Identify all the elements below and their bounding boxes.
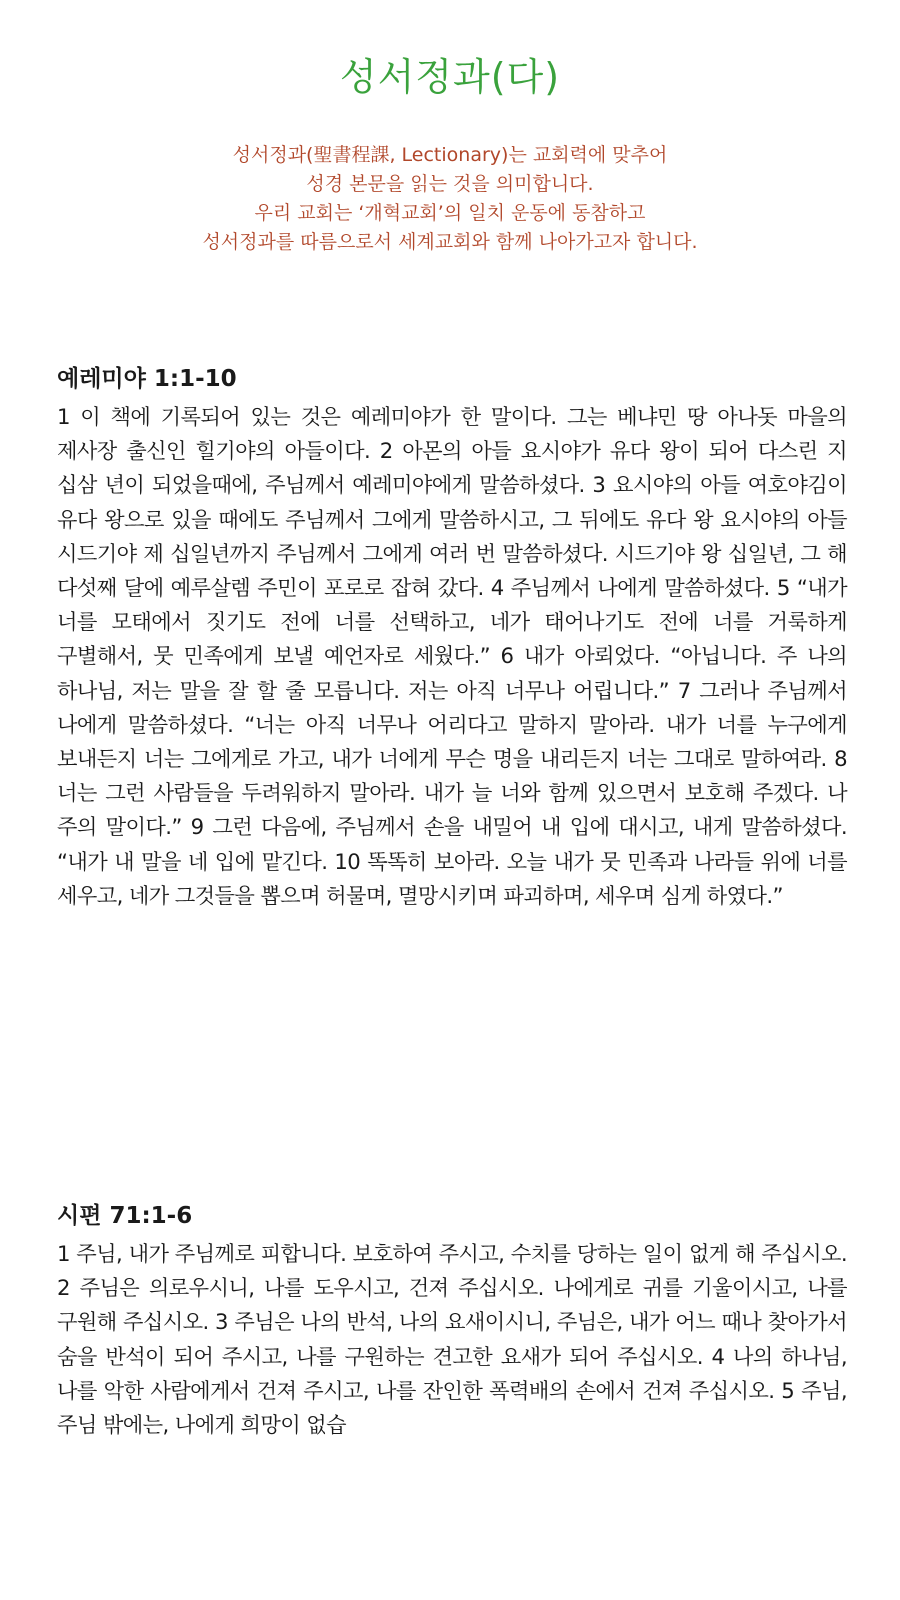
intro-line: 성서정과를 따름으로서 세계교회와 함께 나아가고자 합니다. (202, 231, 698, 253)
reading-heading: 예레미야 1:1-10 (57, 366, 237, 392)
reading-text: 1 이 책에 기록되어 있는 것은 예레미야가 한 말이다. 그는 베냐민 땅 아나돗 마을의 제사장 출신인 힐기야의 아들이다. 2 아몬의 아들 요시야가 유다 왕이 되어 다스린 지 십삼 년이 되었을때에, 주님께서 예레미야에게 말씀하셨다. 3 요시야의 아들 여호야김이 유다 왕으로 있을 때에도 주님께서 그에게 말씀하시고, 그 뒤에도 유다 왕 요시야의 아들 시드기야 제 십일년까지 주님께서 그에게 여러 번 말씀하셨다. 시드기야 왕 십일년, 그 해 다섯째 달에 예루살렘 주민이 포로로 잡혀 갔다. 4 주님께서 나에게 말씀하셨다. 5 “내가 너를 모태에서 짓기도 전에 너를 선택하고, 네가 태어나기도 전에 너를 거룩하게 구별해서, 뭇 민족에게 보낼 예언자로 세웠다.” 6 내가 아뢰었다. “아닙니다. 주 나의 하나님, 저는 말을 잘 할 줄 모릅니다. 저는 아직 너무나 어립니다.” 7 그러나 주님께서 나에게 말씀하셨다. “너는 아직 너무나 어리다고 말하지 말아라. 내가 너를 누구에게 보내든지 너는 그에게로 가고, 내가 너에게 무슨 명을 내리든지 너는 그대로 말하여라. 8 너는 그런 사람들을 두려워하지 말아라. 내가 늘 너와 함께 있으면서 보호해 주겠다. 나 주의 말이다.” 9 그런 다음에, 주님께서 손을 내밀어 내 입에 대시고, 내게 말씀하셨다. “내가 내 말을 네 입에 맡긴다. 10 똑똑히 보아라. 오늘 내가 뭇 민족과 나라들 위에 너를 세우고, 네가 그것들을 뽑으며 허물며, 멸망시키며 파괴하며, 세우며 심게 하였다.” (57, 404, 847, 908)
intro-paragraph (0, 141, 900, 257)
reading-text: 1 주님, 내가 주님께로 피합니다. 보호하여 주시고, 수치를 당하는 일이 없게 해 주십시오. 2 주님은 의로우시니, 나를 도우시고, 건져 주십시오. 나에게로 귀를 기울이시고, 나를 구원해 주십시오. 3 주님은 나의 반석, 나의 요새이시니, 주님은, 내가 어느 때나 찾아가서 숨을 반석이 되어 주시고, 나를 구원하는 견고한 요새가 되어 주십시오. 4 나의 하나님, 나를 악한 사람에게서 건져 주시고, 나를 잔인한 폭력배의 손에서 건져 주십시오. 5 주님, 주님 밖에는, 나에게 희망이 없습 (57, 1241, 847, 1438)
intro-line: 성서정과(聖書程課, Lectionary)는 교회력에 맞추어 (232, 144, 668, 166)
reading-jeremiah (57, 362, 847, 913)
reading-heading: 시편 71:1-6 (57, 1203, 193, 1229)
page-title: 성서정과(다) (339, 55, 561, 99)
intro-line: 성경 본문을 읽는 것을 의미합니다. (306, 173, 594, 195)
intro-line: 우리 교회는 ‘개혁교회’의 일치 운동에 동참하고 (254, 202, 646, 224)
reading-psalm (57, 1199, 847, 1519)
